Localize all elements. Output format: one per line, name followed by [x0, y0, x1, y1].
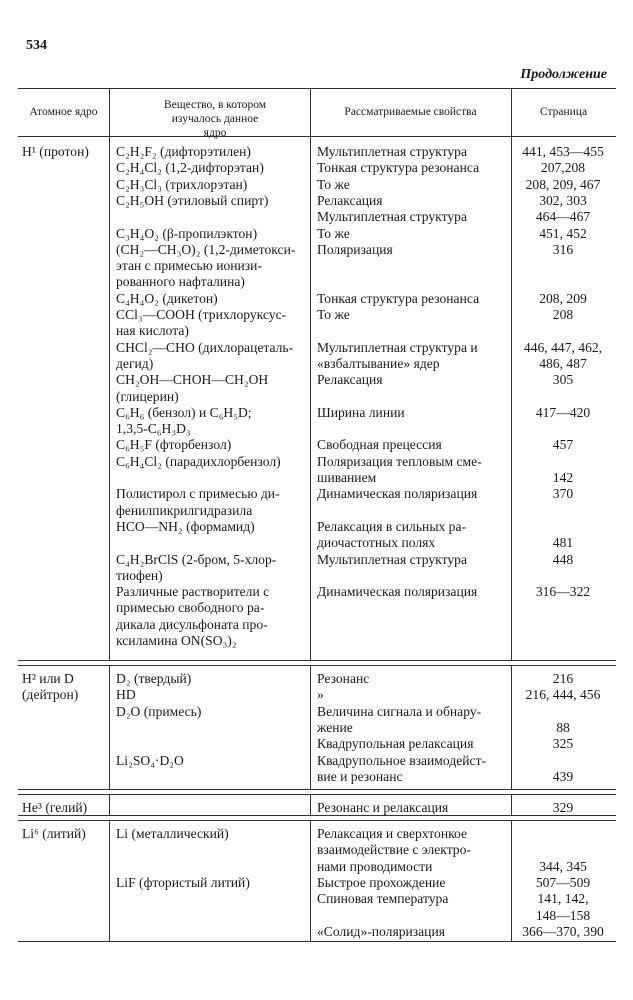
substance-cell: C₄H₂BrClS (2-бром, 5-хлор-: [116, 551, 277, 567]
page-cell: 216, 444, 456: [525, 687, 601, 703]
property-cell: Резонанс: [317, 671, 370, 686]
substance-cell: ксиламина ON(SO₃)₂: [116, 633, 237, 648]
group-rule: [18, 660, 616, 661]
nucleus-label: Li⁶ (литий): [22, 826, 86, 841]
page-cell: 316—322: [535, 584, 591, 600]
property-cell: Квадрупольное взаимодейст-: [317, 752, 487, 768]
property-cell: Резонанс и релаксация: [317, 800, 449, 815]
substance-cell: CHCl₂—CHO (дихлорацеталь-: [116, 339, 294, 355]
substance-cell: тиофен): [116, 567, 163, 583]
page-cell: 507—509: [535, 874, 591, 890]
substance-cell: Li (металлический): [116, 826, 229, 841]
property-cell: Величина сигнала и обнару-: [317, 703, 482, 719]
header-nucleus: Атомное ядро: [29, 106, 98, 118]
page-cell: 325: [552, 736, 574, 752]
substance-cell: C₃H₄O₂ (β-пропилэктон): [116, 225, 258, 241]
substance-cell: C₂H₄Cl₂ (1,2-дифторэтан): [116, 160, 264, 176]
property-cell: Релаксация и сверхтонкое: [317, 826, 468, 841]
column-divider: [109, 665, 110, 789]
property-cell: То же: [317, 176, 350, 192]
property-cell: Поляризация тепловым сме-: [317, 453, 482, 469]
substance-cell: этан с примесью ионизи-: [116, 258, 262, 274]
property-cell: Мультиплетная структура: [317, 551, 467, 567]
substance-cell: фенилпикрилгидразила: [116, 502, 253, 518]
property-cell: Релаксация: [317, 192, 383, 208]
substance-cell: C₂H₃Cl₃ (трихлорэтан): [116, 176, 248, 192]
property-cell: То же: [317, 225, 350, 241]
page-cell: 417—420: [535, 404, 591, 420]
page-cell: 302, 303: [539, 192, 587, 208]
column-divider: [310, 665, 311, 789]
column-divider: [109, 820, 110, 941]
column-divider: [310, 794, 311, 815]
substance-cell: CH₂OH—CHOH—CH₂OH: [116, 372, 269, 388]
substance-cell: CCl₃—COOH (трихлоруксус-: [116, 307, 287, 322]
substance-cell: C₂H₅OH (этиловый спирт): [116, 192, 269, 208]
substance-cell: Различные растворители с: [116, 584, 270, 600]
property-cell: Спиновая температура: [317, 891, 449, 907]
property-cell: Мультиплетная структура: [317, 209, 467, 225]
property-cell: Мультиплетная структура: [317, 144, 467, 159]
nucleus-label: H² или D: [22, 671, 74, 686]
nucleus-label-note: (дейтрон): [22, 687, 79, 703]
page-cell: 344, 345: [539, 858, 587, 874]
column-divider: [109, 88, 110, 136]
substance-cell: HD: [116, 687, 136, 703]
page-cell: 439: [552, 768, 574, 784]
property-cell: вие и резонанс: [317, 768, 403, 784]
property-cell: «взбалтывание» ядер: [317, 355, 440, 371]
substance-cell: C₄H₄O₂ (дикетон): [116, 290, 218, 306]
substance-cell: D₂ (твердый): [116, 671, 192, 686]
page-cell: 464—467: [535, 209, 591, 225]
table-bottom-rule: [18, 941, 616, 942]
property-cell: Динамическая поляризация: [317, 584, 478, 600]
property-cell: жение: [317, 719, 353, 735]
table-top-rule: [18, 88, 616, 89]
property-cell: Тонкая структура резонанса: [317, 290, 480, 306]
table-header-rule: [18, 136, 616, 137]
page-cell: 305: [552, 372, 574, 388]
property-cell: Тонкая структура резонанса: [317, 160, 480, 176]
page-cell: 216: [552, 671, 574, 686]
page-cell: 207,208: [540, 160, 586, 176]
page-cell: 141, 142,: [537, 891, 589, 907]
substance-cell: примесью свободного ра-: [116, 600, 265, 616]
substance-cell: рованного нафталина): [116, 274, 245, 290]
substance-cell: LiF (фтористый литий): [116, 874, 250, 890]
header-property: Рассматриваемые свойства: [344, 106, 477, 118]
substance-cell: HCO—NH₂ (формамид): [116, 518, 255, 534]
substance-cell: C₂H₂F₂ (дифторэтилен): [116, 144, 251, 159]
property-cell: Свободная прецессия: [317, 437, 442, 453]
nucleus-label: He³ (гелий): [22, 800, 88, 815]
group-rule: [18, 820, 616, 821]
substance-cell: 1,3,5-C₆H₃D₃: [116, 421, 191, 437]
column-divider: [310, 820, 311, 941]
header-substance: Вещество, в котором изучалось данное ядро: [163, 99, 267, 139]
group-rule: [18, 665, 616, 666]
page-cell: 451, 452: [539, 225, 587, 241]
continuation-label: Продолжение: [520, 67, 607, 82]
page-cell: 446, 447, 462,: [523, 339, 603, 355]
page-cell: 366—370, 390: [522, 923, 604, 939]
substance-cell: C₆H₄Cl₂ (парадихлорбензол): [116, 453, 281, 469]
property-cell: Ширина линии: [317, 404, 405, 420]
property-cell: Релаксация в сильных ра-: [317, 518, 467, 534]
substance-cell: C₆H₅F (фторбензол): [116, 437, 232, 453]
page-cell: 208: [552, 307, 574, 322]
page-cell: 448: [552, 551, 574, 567]
page-cell: 457: [552, 437, 574, 453]
substance-cell: ная кислота): [116, 323, 189, 339]
nucleus-label: H¹ (протон): [22, 144, 89, 159]
page-cell: 329: [552, 800, 574, 815]
header-page: Страница: [539, 106, 588, 118]
property-cell: Быстрое прохождение: [317, 874, 446, 890]
property-cell: взаимодействие с электро-: [317, 842, 471, 858]
page-cell: 370: [552, 486, 574, 502]
property-cell: Динамическая поляризация: [317, 486, 478, 502]
property-cell: диочастотных полях: [317, 535, 436, 551]
property-cell: Мультиплетная структура и: [317, 339, 478, 355]
property-cell: Поляризация: [317, 241, 393, 257]
group-rule: [18, 789, 616, 790]
column-divider: [109, 136, 110, 660]
page-cell: 208, 209: [539, 290, 587, 306]
property-cell: «Солид»-поляризация: [317, 923, 445, 939]
page-cell: 316: [552, 241, 574, 257]
page-cell: 148—158: [535, 907, 591, 923]
property-cell: нами проводимости: [317, 858, 433, 874]
substance-cell: (CH₂—CH₃O)₂ (1,2-диметокси-: [116, 241, 296, 257]
property-cell: Квадрупольная релаксация: [317, 736, 474, 752]
substance-cell: Li₂SO₄·D₂O: [116, 752, 184, 768]
property-cell: »: [317, 687, 324, 703]
column-divider: [109, 794, 110, 815]
page-cell: 481: [552, 535, 574, 551]
substance-cell: Полистирол с примесью ди-: [116, 486, 280, 502]
substance-cell: дегид): [116, 355, 154, 371]
page-cell: 142: [552, 470, 574, 485]
property-cell: Релаксация: [317, 372, 383, 388]
property-cell: шиванием: [317, 470, 377, 485]
substance-cell: D₂O (примесь): [116, 703, 202, 719]
substance-cell: C₆H₆ (бензол) и C₆H₅D;: [116, 404, 252, 420]
page-cell: 88: [556, 719, 570, 735]
property-cell: То же: [317, 307, 350, 322]
page-cell: 208, 209, 467: [525, 176, 601, 192]
group-rule: [18, 794, 616, 795]
substance-cell: (глицерин): [116, 388, 179, 404]
page-cell: 486, 487: [539, 355, 587, 371]
page-number: 534: [26, 38, 47, 53]
substance-cell: дикала дисульфоната про-: [116, 616, 268, 632]
column-divider: [310, 136, 311, 660]
page-cell: 441, 453—455: [522, 144, 604, 159]
